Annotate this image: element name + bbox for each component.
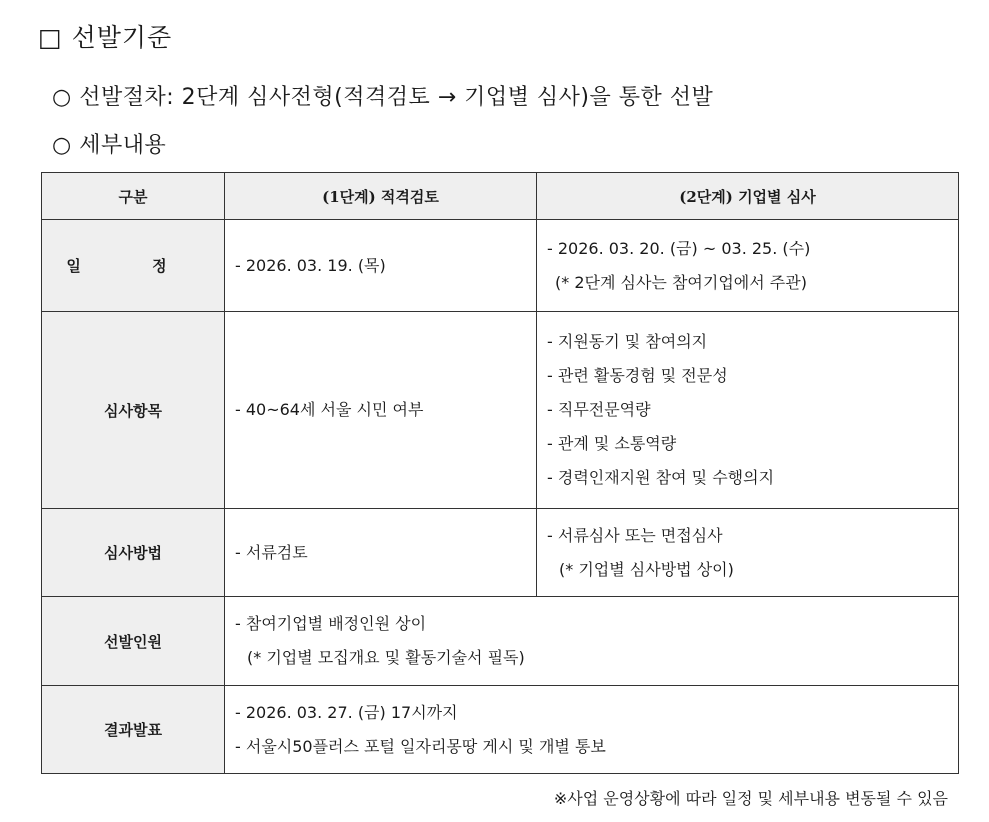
section-heading: □ 선발기준 — [38, 23, 173, 52]
schedule-stage2-line: - 2026. 03. 20. (금) ~ 03. 25. (수) — [547, 238, 811, 258]
criteria-stage2-cell — [537, 312, 959, 509]
table-row-headcount — [42, 597, 959, 686]
announcement-merged-cell — [225, 686, 959, 774]
criteria-item: - 직무전문역량 — [547, 400, 651, 419]
table-row-criteria — [42, 312, 959, 509]
announcement-date-line: - 2026. 03. 27. (금) 17시까지 — [235, 702, 458, 722]
table-row-announcement — [42, 686, 959, 774]
table-row-schedule — [42, 220, 959, 312]
row-label-schedule: 일 정 — [42, 220, 225, 312]
schedule-stage2-cell — [537, 220, 959, 312]
criteria-item: - 경력인재지원 참여 및 수행의지 — [547, 468, 775, 487]
method-stage1-line: - 서류검토 — [235, 542, 308, 562]
criteria-item: - 관계 및 소통역량 — [547, 434, 677, 453]
method-stage2-line: - 서류심사 또는 면접심사 — [547, 525, 723, 545]
headcount-note: (* 기업별 모집개요 및 활동기술서 필독) — [247, 648, 525, 667]
selection-criteria-table — [41, 172, 959, 774]
table-row-method — [42, 509, 959, 597]
schedule-stage2-note: (* 2단계 심사는 참여기업에서 주관) — [555, 272, 807, 292]
details-bullet: ○ 세부내용 — [52, 133, 167, 158]
criteria-item: - 관련 활동경험 및 전문성 — [547, 366, 728, 385]
criteria-item: - 지원동기 및 참여의지 — [547, 332, 708, 351]
headcount-line: - 참여기업별 배정인원 상이 — [235, 614, 427, 633]
row-label-headcount: 선발인원 — [42, 597, 225, 686]
footnote: ※사업 운영상황에 따라 일정 및 세부내용 변동될 수 있음 — [553, 789, 948, 808]
criteria-stage1-line: - 40~64세 서울 시민 여부 — [235, 400, 424, 419]
header-category: 구분 — [42, 173, 225, 220]
header-stage2: (2단계) 기업별 심사 — [537, 173, 959, 220]
announcement-channel-line: - 서울시50플러스 포털 일자리몽땅 게시 및 개별 통보 — [235, 736, 606, 756]
schedule-stage1-line: - 2026. 03. 19. (목) — [235, 255, 386, 275]
header-stage1: (1단계) 적격검토 — [225, 173, 537, 220]
criteria-stage1-cell — [225, 312, 537, 509]
table-header-row — [42, 173, 959, 220]
procedure-bullet: ○ 선발절차: 2단계 심사전형(적격검토 → 기업별 심사)을 통한 선발 — [52, 85, 714, 110]
method-stage1-cell — [225, 509, 537, 597]
row-label-criteria: 심사항목 — [42, 312, 225, 509]
headcount-merged-cell — [225, 597, 959, 686]
row-label-announcement: 결과발표 — [42, 686, 225, 774]
method-stage2-note: (* 기업별 심사방법 상이) — [559, 559, 734, 579]
method-stage2-cell — [537, 509, 959, 597]
row-label-method: 심사방법 — [42, 509, 225, 597]
schedule-stage1-cell — [225, 220, 537, 312]
